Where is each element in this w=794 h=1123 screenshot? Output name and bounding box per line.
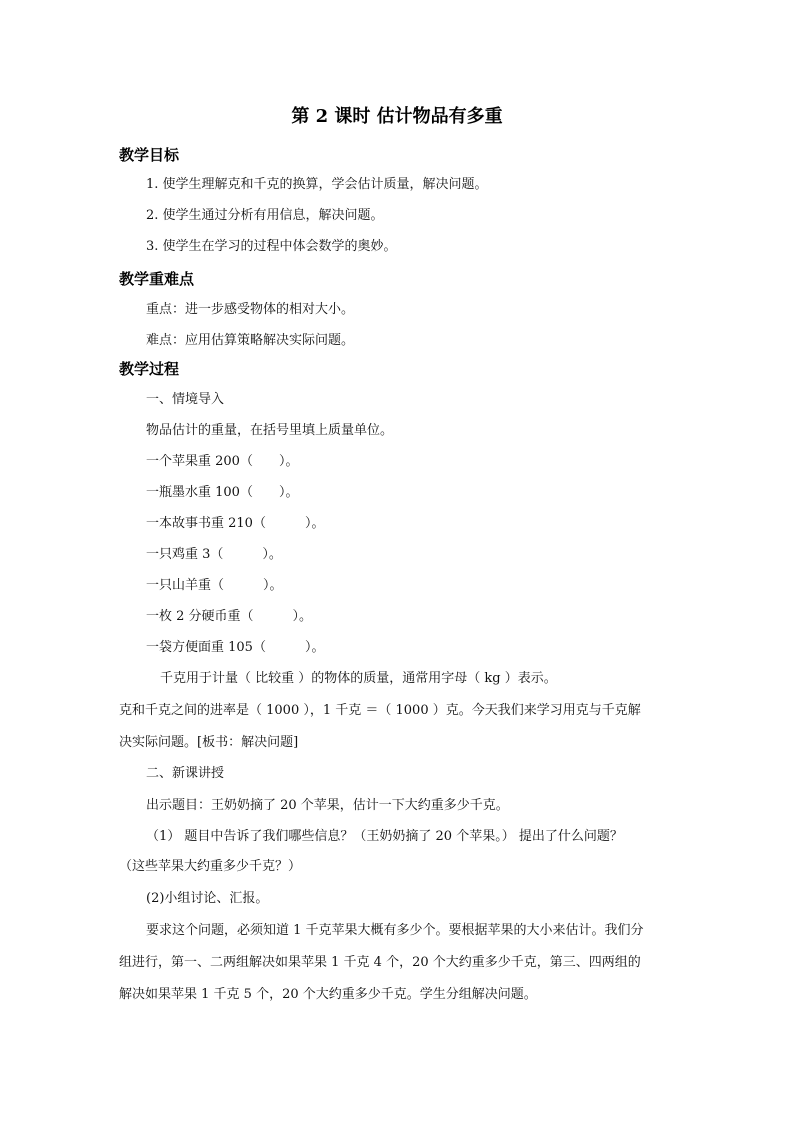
question-line: （这些苹果大约重多少千克？） <box>119 859 302 874</box>
estimate-item: 一本故事书重 210（ ）。 <box>146 516 325 531</box>
part1-title: 一、情境导入 <box>146 392 225 407</box>
estimate-item: 一瓶墨水重 100（ ）。 <box>146 485 299 500</box>
paragraph-line: 组进行，第一、二两组解决如果苹果 1 千克 4 个，20 个大约重多少千克，第三、四两组的 <box>119 955 641 970</box>
key-point-item: 重点：进一步感受物体的相对大小。 <box>146 302 355 317</box>
estimate-item: 一只鸡重 3（ ）。 <box>146 547 282 562</box>
key-points-heading: 教学重难点 <box>119 270 195 288</box>
process-heading: 教学过程 <box>119 360 180 378</box>
lesson-title: 第 2 课时 估计物品有多重 <box>291 106 503 127</box>
objectives-heading: 教学目标 <box>119 146 180 164</box>
paragraph-line: 解决如果苹果 1 千克 5 个，20 个大约重多少千克。学生分组解决问题。 <box>119 987 537 1002</box>
objective-item: 1. 使学生理解克和千克的换算，学会估计质量，解决问题。 <box>146 177 488 192</box>
estimate-item: 一枚 2 分硬币重（ ）。 <box>146 609 313 624</box>
question-line: (2)小组讨论、汇报。 <box>146 891 269 906</box>
key-point-item: 难点：应用估算策略解决实际问题。 <box>146 333 355 348</box>
part2-title: 二、新课讲授 <box>146 766 225 781</box>
intro-text: 物品估计的重量，在括号里填上质量单位。 <box>146 423 394 438</box>
objective-item: 2. 使学生通过分析有用信息，解决问题。 <box>146 208 384 223</box>
kg-definition-line: 千克用于计量（ 比较重 ）的物体的质量，通常用字母（ kg ）表示。 <box>160 671 557 686</box>
kg-definition-line: 决实际问题。[板书：解决问题] <box>119 735 299 750</box>
estimate-item: 一袋方便面重 105（ ）。 <box>146 640 325 655</box>
paragraph-line: 要求这个问题，必须知道 1 千克苹果大概有多少个。要根据苹果的大小来估计。我们分 <box>146 923 644 938</box>
estimate-item: 一个苹果重 200（ ）。 <box>146 454 299 469</box>
kg-definition-line: 克和千克之间的进率是（ 1000 ），1 千克 ＝（ 1000 ）克。今天我们来学习用克与千克解 <box>119 703 641 718</box>
objective-item: 3. 使学生在学习的过程中体会数学的奥妙。 <box>146 239 397 254</box>
estimate-item: 一只山羊重（ ）。 <box>146 578 283 593</box>
question-line: （1） 题目中告诉了我们哪些信息？（王奶奶摘了 20 个苹果。） 提出了什么问题？ <box>146 829 623 844</box>
problem-text: 出示题目：王奶奶摘了 20 个苹果，估计一下大约重多少千克。 <box>146 798 509 813</box>
